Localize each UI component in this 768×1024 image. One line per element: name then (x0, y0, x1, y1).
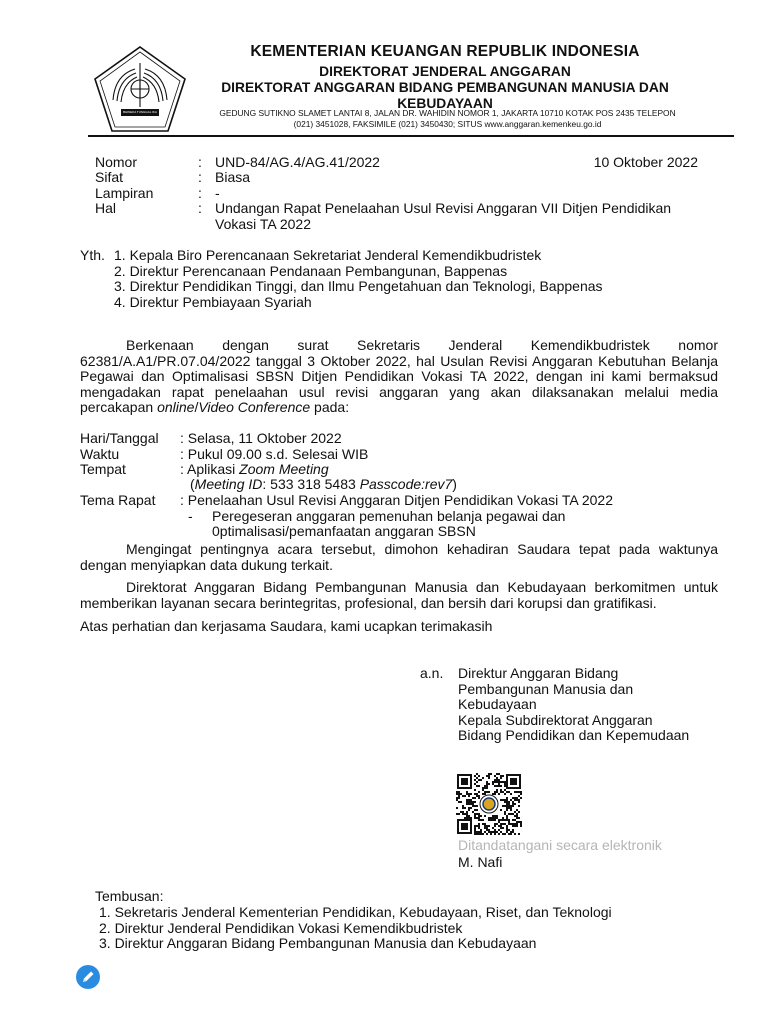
subtopic-line-1: Peregeseran anggaran pemenuhan belanja pegawai dan (212, 508, 566, 524)
address-line-2: (021) 3451028, FAKSIMILE (021) 3450430; SITUS www.anggaran.kemenkeu.go.id (293, 119, 602, 129)
nomor-value: UND-84/AG.4/AG.41/2022 (215, 154, 380, 170)
directorate-title: DIREKTORAT ANGGARAN BIDANG PEMBANGUNAN MANUSIA DAN KEBUDAYAAN (221, 80, 669, 111)
signature-title-line-3: Kebudayaan (458, 696, 537, 712)
event-subtopic (188, 508, 566, 525)
lampiran-label: Lampiran (95, 185, 154, 201)
signatory-name: M. Nafi (458, 854, 503, 870)
intro-line-2: 62381/A.A1/PR.07.04/2022 tanggal 3 Oktober 2022, hal Usulan Revisi Anggaran Kebutuhan Belanja (80, 352, 718, 369)
event-time-label: Waktu (80, 446, 120, 462)
lampiran-colon: : (198, 185, 202, 201)
recipient-item: 1. Kepala Biro Perencanaan Sekretariat Jenderal Kemendikbudristek (114, 247, 542, 263)
letter-date: 10 Oktober 2022 (593, 154, 698, 170)
commitment-line-2: memberikan layanan secara berintegritas, profesional, dan bersih dari korupsi dan gratifikasi. (80, 594, 657, 611)
hal-colon: : (198, 200, 202, 216)
hal-value (215, 201, 695, 232)
electronic-signature-note: Ditandatangani secara elektronik (458, 837, 662, 853)
signature-title-line-4: Kepala Subdirektorat Anggaran (458, 711, 653, 728)
event-meeting-id: (Meeting ID: 533 318 5483 Passcode:rev7) (190, 476, 457, 492)
meta-nomor (95, 155, 705, 171)
closing-line: Atas perhatian dan kerjasama Saudara, kami ucapkan terimakasih (80, 618, 493, 634)
hal-label: Hal (95, 200, 117, 216)
signature-title-line-2: Pembangunan Manusia dan (458, 680, 634, 697)
event-place-value: : Aplikasi Zoom Meeting (180, 461, 329, 477)
signature-title-line-5: Bidang Pendidikan dan Kepemudaan (458, 727, 690, 743)
cc-title: Tembusan: (95, 888, 164, 904)
paragraph-commitment (80, 580, 718, 611)
address-line-1: GEDUNG SUTIKNO SLAMET LANTAI 8, JALAN DR. WAHIDIN NOMOR 1, JAKARTA 10710 KOTAK POS 2435 TELEPON (219, 108, 676, 118)
cc-item: 3. Direktur Anggaran Bidang Pembangunan Manusia dan Kebudayaan (99, 935, 537, 951)
event-place-label: Tempat (80, 461, 126, 477)
signature-an: a.n. (420, 665, 444, 681)
intro-line-1: Berkenaan dengan surat Sekretaris Jenderal Kemendikbudristek nomor (126, 337, 718, 353)
recipients (80, 248, 720, 310)
hal-value-line-1: Undangan Rapat Penelaahan Usul Revisi Anggaran VII Ditjen Pendidikan (215, 200, 672, 216)
subtopic-line-2: 0ptimalisasi/pemanfaatan anggaran SBSN (212, 523, 476, 539)
edit-pencil-icon (76, 965, 100, 989)
nomor-label: Nomor (95, 154, 138, 170)
attendance-line-2: dengan menyiapkan data dukung terkait. (80, 556, 333, 573)
lampiran-value: - (215, 185, 220, 201)
directorate-general-title: DIREKTORAT JENDERAL ANGGARAN (319, 64, 571, 79)
signature-block (458, 666, 718, 744)
meta-sifat (95, 170, 705, 186)
paragraph-intro (80, 338, 718, 416)
recipient-item: 4. Direktur Pembiayaan Syariah (114, 293, 312, 310)
signature-title-line-1: Direktur Anggaran Bidang (458, 665, 619, 681)
intro-line-3: Pegawai dan Optimalisasi SBSN Ditjen Pendidikan Vokasi TA 2022, dengan ini kami bermaksud (80, 368, 718, 384)
letterhead-address (195, 108, 700, 130)
event-topic-label: Tema Rapat (80, 492, 156, 508)
event-time-value: : Pukul 09.00 s.d. Selesai WIB (180, 446, 369, 462)
cc-list (99, 905, 719, 952)
nomor-colon: : (198, 154, 202, 170)
event-topic-value: : Penelaahan Usul Revisi Anggaran Ditjen Pendidikan Vokasi TA 2022 (180, 492, 613, 508)
subtopic-dash: - (188, 508, 193, 524)
qr-code (456, 773, 522, 835)
meta-hal (95, 201, 705, 233)
kemenkeu-logo (93, 45, 188, 135)
event-day-value: : Selasa, 11 Oktober 2022 (180, 430, 342, 446)
cc-item: 1. Sekretaris Jenderal Kementerian Pendidikan, Kebudayaan, Riset, dan Teknologi (99, 904, 612, 920)
intro-line-4: mengadakan rapat penelaahan usul revisi anggaran yang akan dilaksanakan melalui media (80, 383, 718, 400)
commitment-line-1: Direktorat Anggaran Bidang Pembangunan Manusia dan Kebudayaan berkomitmen untuk (126, 579, 718, 595)
recipients-prefix: Yth. (80, 247, 105, 263)
sifat-value: Biasa (215, 169, 251, 185)
cc-item: 2. Direktur Jenderal Pendidikan Vokasi Kemendikbudristek (99, 919, 463, 936)
paragraph-attendance (80, 542, 718, 573)
edit-button[interactable] (76, 965, 100, 989)
recipient-item: 2. Direktur Perencanaan Pendanaan Pembangunan, Bappenas (114, 262, 508, 279)
sifat-colon: : (198, 169, 202, 185)
sifat-label: Sifat (95, 169, 124, 185)
hal-value-line-2: Vokasi TA 2022 (215, 215, 311, 232)
event-day-label: Hari/Tanggal (80, 430, 159, 446)
intro-line-5: percakapan online/Video Conference pada: (80, 399, 350, 415)
logo-caption: BHINEKA TUNGGAL IKA (123, 110, 157, 114)
attendance-line-1: Mengingat pentingnya acara tersebut, dimohon kehadiran Saudara tepat pada waktunya (126, 541, 718, 557)
ministry-title: KEMENTERIAN KEUANGAN REPUBLIK INDONESIA (250, 43, 640, 60)
recipient-item: 3. Direktur Pendidikan Tinggi, dan Ilmu Pengetahuan dan Teknologi, Bappenas (114, 278, 603, 294)
letterhead-divider (88, 135, 734, 137)
